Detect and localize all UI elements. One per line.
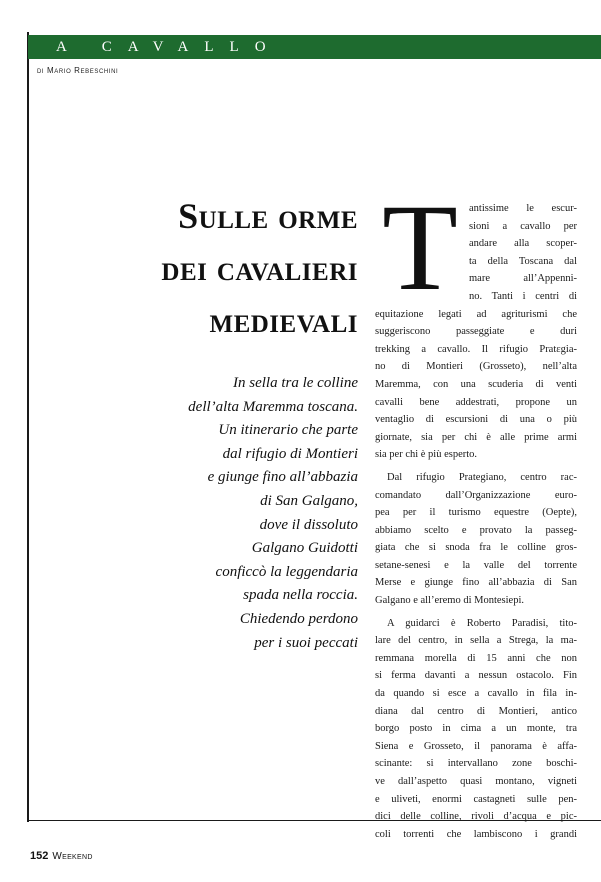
body-line: equitazione legati ad agriturismi che [375,308,577,320]
body-line: setane-senesi e la valle del torrente [375,559,577,571]
page-footer [30,850,93,862]
deck-line: di San Galgano, [260,492,358,509]
byline: di Mario Rebeschini [37,66,119,75]
headline-line: Sulle orme [178,196,358,236]
section-title: A CAVALLO [56,38,282,55]
drop-cap: T [382,179,458,316]
body-line: antissime le escur- [469,203,577,214]
body-line: pea per il turismo equestre (Oepte), [375,507,577,519]
body-line: scinante: si intervallano zone boschi- [375,758,577,770]
deck-line: Chiedendo perdono [239,610,358,627]
body-line: diana dal centro di Montieri, antico [375,705,577,717]
deck-line: dove il dissoluto [259,516,358,533]
deck-line: conficcò la leggendaria [215,563,358,580]
body-line: trekking a cavallo. Il rifugio Pratεgia- [375,343,577,355]
deck-line: In sella tra le colline [233,375,358,391]
body-line: lare del centro, in sella a Strega, la ma- [375,635,577,647]
deck-line: dell’alta Maremma toscana. [188,398,358,415]
body-line: no di Montieri (Grosseto), nell’alta [375,361,577,373]
body-line: remmana morella di 15 anni che non [375,652,577,664]
left-margin-rule [27,32,29,822]
article-body [375,200,577,843]
deck-line: per i suoi peccati [254,634,358,651]
body-line: ta della Toscana dal [469,255,577,267]
article-headline [40,190,358,346]
headline-line: dei cavalieri [161,248,358,288]
page-number: 152 [30,850,49,862]
body-line: coli torrenti che lambiscono i grandi [375,828,577,840]
body-line: abbiamo scelto e provato la passeg- [375,524,577,536]
deck-line: Galgano Guidotti [251,540,358,557]
body-line: giata che si snoda fra le colline gros- [375,542,577,554]
body-line: si ferma davanti a nessun ostacolo. Fin [375,670,577,682]
body-line: sia per chi è più esperto. [375,449,478,461]
deck-line: spada nella roccia. [243,587,358,604]
body-line: sioni a cavallo per [469,220,577,232]
body-line: comandato dall’Organizzazione euro- [375,489,577,501]
body-line: e uliveti, enormi castagneti sulle pen- [375,793,577,805]
body-line: no. Tanti i centri di [469,290,577,302]
body-line: Galgano e all’eremo di Montesiepi. [375,595,524,607]
body-line: A guidarci è Roberto Paradisi, tito- [387,617,577,629]
body-line: mare all’Appenni- [469,273,577,285]
body-line: Siena e Grosseto, il panorama è affa- [375,740,577,752]
body-paragraph-2 [375,469,577,610]
body-line: ventaglio di escursioni di una o più [375,414,577,426]
body-line: giornate, sia per chi è alle prime armi [375,431,577,443]
body-line: Maremma, con una scuderia di venti [375,378,577,390]
deck-line: e giunge fino all’abbazia [207,469,358,486]
body-line: suggeriscono passeggiate e duri [375,326,577,338]
headline-line: medievali [209,300,358,340]
body-line: cavalli bene addestrati, propone un [375,396,577,408]
body-line: dici delle colline, rivoli d’acqua e pic- [375,811,577,823]
body-line: borgo posto in cima a un monte, tra [375,723,577,735]
magazine-name: Weekend [52,851,93,862]
section-header-bar [28,35,601,59]
body-line: andare alla scoper- [469,238,577,250]
body-line: Dal rifugio Prategiano, centro rac- [387,471,577,483]
body-paragraph-3 [375,615,577,844]
body-line: ve dall’aspetto quasi montano, vigneti [375,776,577,787]
deck-line: dal rifugio di Montieri [222,445,358,462]
deck-line: Un itinerario che parte [218,422,358,439]
body-line: da quando si esce a cavallo in fila in- [375,688,577,700]
article-deck [100,372,358,655]
body-paragraph-1 [375,200,577,464]
body-line: Merse e giunge fino all’abbazia di San [375,577,577,589]
